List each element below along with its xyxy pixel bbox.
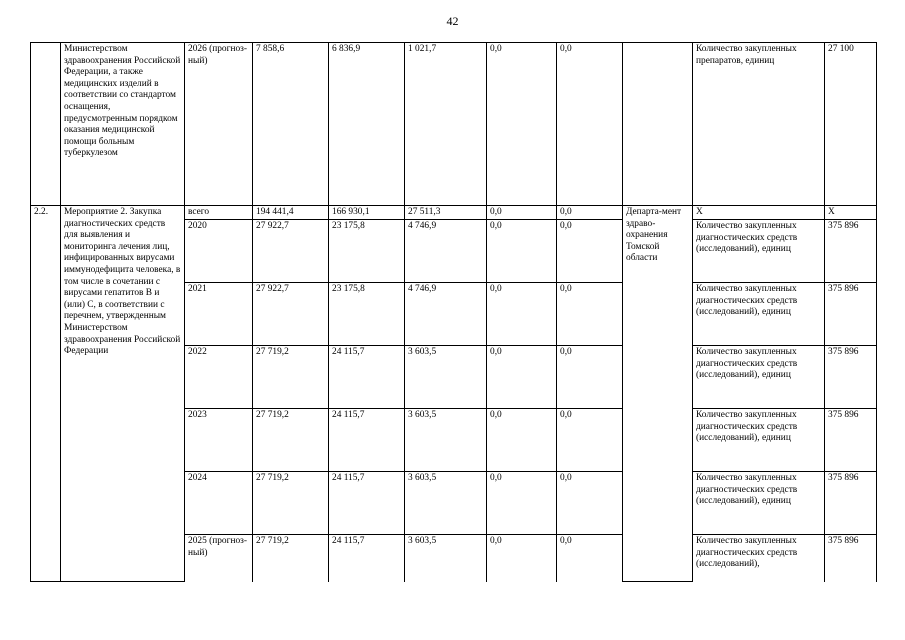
indicator-value-cell: 375 896	[825, 283, 877, 346]
row-number	[31, 43, 61, 206]
regional-cell: 4 746,9	[405, 283, 487, 346]
executor-cell: Департа-мент здраво-охранения Томской области	[623, 206, 693, 582]
year-cell: 2021	[185, 283, 253, 346]
other-cell: 0,0	[557, 472, 623, 535]
other-cell: 0,0	[557, 535, 623, 582]
total-cell: 27 719,2	[253, 346, 329, 409]
local-cell: 0,0	[487, 206, 557, 220]
indicator-cell: Количество закупленных диагностических средств (исследований),	[693, 535, 825, 582]
executor-cell	[623, 43, 693, 206]
indicator-value-cell: 375 896	[825, 472, 877, 535]
indicator-cell: Количество закупленных диагностических средств (исследований), единиц	[693, 472, 825, 535]
year-cell: 2024	[185, 472, 253, 535]
measure-name: Министерством здравоохранения Российской Федерации, а также медицинских изделий в соответствии со стандартом оснащения, предусмотренным порядком оказания медицинской помощи больным туберкулезом	[61, 43, 185, 206]
federal-cell: 6 836,9	[329, 43, 405, 206]
regional-cell: 1 021,7	[405, 43, 487, 206]
measure-name: Мероприятие 2. Закупка диагностических средств для выявления и мониторинга лечения лиц, инфицированных вирусами иммунодефицита человека, в том числе в сочетании с вирусами гепатитов B и (или) C, в соответствии с перечнем, утвержденным Министерством здравоохранения Российской Федерации	[61, 206, 185, 582]
indicator-value-cell: 375 896	[825, 409, 877, 472]
federal-cell: 23 175,8	[329, 220, 405, 283]
total-cell: 7 858,6	[253, 43, 329, 206]
total-cell: 194 441,4	[253, 206, 329, 220]
other-cell: 0,0	[557, 220, 623, 283]
year-cell: 2025 (прогноз-ный)	[185, 535, 253, 582]
regional-cell: 3 603,5	[405, 346, 487, 409]
indicator-cell: Х	[693, 206, 825, 220]
total-cell: 27 922,7	[253, 283, 329, 346]
year-cell: всего	[185, 206, 253, 220]
federal-cell: 24 115,7	[329, 535, 405, 582]
local-cell: 0,0	[487, 535, 557, 582]
indicator-cell: Количество закупленных препаратов, единиц	[693, 43, 825, 206]
regional-cell: 3 603,5	[405, 472, 487, 535]
indicator-cell: Количество закупленных диагностических средств (исследований), единиц	[693, 409, 825, 472]
program-table	[30, 42, 877, 582]
indicator-value-cell: 375 896	[825, 346, 877, 409]
year-cell: 2020	[185, 220, 253, 283]
federal-cell: 24 115,7	[329, 409, 405, 472]
total-cell: 27 719,2	[253, 535, 329, 582]
indicator-cell: Количество закупленных диагностических средств (исследований), единиц	[693, 220, 825, 283]
indicator-cell: Количество закупленных диагностических средств (исследований), единиц	[693, 283, 825, 346]
federal-cell: 23 175,8	[329, 283, 405, 346]
local-cell: 0,0	[487, 43, 557, 206]
regional-cell: 27 511,3	[405, 206, 487, 220]
indicator-value-cell: 27 100	[825, 43, 877, 206]
regional-cell: 4 746,9	[405, 220, 487, 283]
regional-cell: 3 603,5	[405, 409, 487, 472]
local-cell: 0,0	[487, 346, 557, 409]
year-cell: 2023	[185, 409, 253, 472]
indicator-value-cell: 375 896	[825, 220, 877, 283]
row-number: 2.2.	[31, 206, 61, 582]
other-cell: 0,0	[557, 346, 623, 409]
year-cell: 2022	[185, 346, 253, 409]
page-number: 42	[446, 14, 459, 28]
federal-cell: 166 930,1	[329, 206, 405, 220]
regional-cell: 3 603,5	[405, 535, 487, 582]
indicator-value-cell: Х	[825, 206, 877, 220]
other-cell: 0,0	[557, 409, 623, 472]
local-cell: 0,0	[487, 472, 557, 535]
table-row	[31, 43, 877, 206]
total-cell: 27 922,7	[253, 220, 329, 283]
federal-cell: 24 115,7	[329, 472, 405, 535]
other-cell: 0,0	[557, 43, 623, 206]
other-cell: 0,0	[557, 283, 623, 346]
total-cell: 27 719,2	[253, 472, 329, 535]
year-cell: 2026 (прогноз-ный)	[185, 43, 253, 206]
indicator-value-cell: 375 896	[825, 535, 877, 582]
total-cell: 27 719,2	[253, 409, 329, 472]
indicator-cell: Количество закупленных диагностических средств (исследований), единиц	[693, 346, 825, 409]
local-cell: 0,0	[487, 409, 557, 472]
local-cell: 0,0	[487, 220, 557, 283]
federal-cell: 24 115,7	[329, 346, 405, 409]
local-cell: 0,0	[487, 283, 557, 346]
table-row	[31, 206, 877, 220]
other-cell: 0,0	[557, 206, 623, 220]
